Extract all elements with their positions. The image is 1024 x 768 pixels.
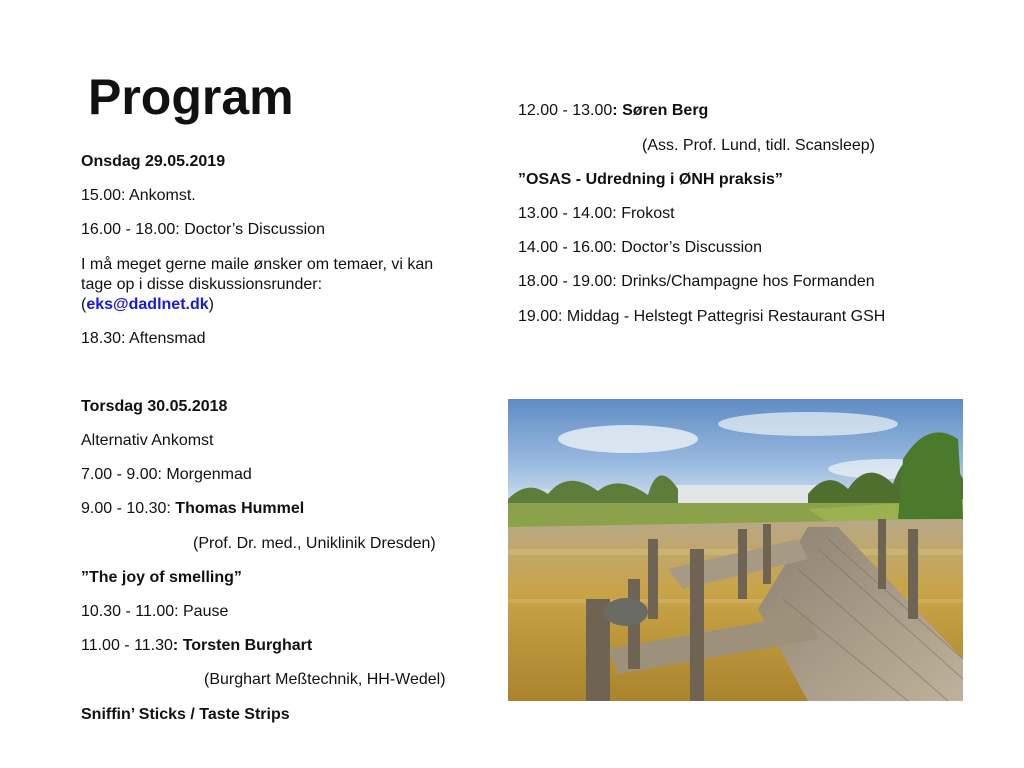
- talk2-time: 11.00 - 11.30: [81, 637, 173, 654]
- day2-breakfast: 7.00 - 9.00: Morgenmad: [81, 466, 252, 483]
- discussion: 14.00 - 16.00: Doctor’s Discussion: [518, 239, 762, 256]
- day2-talk2-affiliation: (Burghart Meßtechnik, HH-Wedel): [204, 671, 446, 688]
- day2-talk2-title: Sniffin’ Sticks / Taste Strips: [81, 706, 290, 723]
- lunch: 13.00 - 14.00: Frokost: [518, 205, 675, 222]
- day1-heading: Onsdag 29.05.2019: [81, 153, 226, 170]
- talk3-title: ”OSAS - Udredning i ØNH praksis”: [518, 171, 783, 188]
- talk1-time: 9.00 - 10.30:: [81, 500, 176, 517]
- day1-note-line2: tage op i disse diskussionsrunder:: [81, 276, 323, 293]
- day2-talk1-title: ”The joy of smelling”: [81, 569, 242, 586]
- day1-note-line1: I må meget gerne maile ønsker om temaer, vi kan: [81, 256, 434, 273]
- day2-alt-arrival: Alternativ Ankomst: [81, 432, 214, 449]
- day1-arrival: 15.00: Ankomst.: [81, 187, 196, 204]
- talk3-affiliation: (Ass. Prof. Lund, tidl. Scansleep): [642, 137, 875, 154]
- talk1-speaker: Thomas Hummel: [175, 500, 305, 517]
- drinks: 18.00 - 19.00: Drinks/Champagne hos Formanden: [518, 273, 875, 290]
- talk3-speaker: : Søren Berg: [612, 102, 709, 119]
- boardwalk-photo: [508, 399, 963, 701]
- day2-talk1: [81, 499, 304, 518]
- day2-pause: 10.30 - 11.00: Pause: [81, 603, 229, 620]
- day1-note-email-line: [81, 295, 214, 314]
- page-title: Program: [88, 69, 294, 125]
- day1-dinner: 18.30: Aftensmad: [81, 330, 206, 347]
- day2-talk1-affiliation: (Prof. Dr. med., Uniklinik Dresden): [193, 535, 436, 552]
- talk3-time: 12.00 - 13.00: [518, 102, 613, 119]
- talk2-speaker: : Torsten Burghart: [172, 637, 313, 654]
- email-open-paren: (: [81, 296, 87, 313]
- dinner: 19.00: Middag - Helstegt Pattegrisi Restaurant GSH: [518, 308, 886, 325]
- day2-talk2: [81, 636, 312, 655]
- day2-heading: Torsdag 30.05.2018: [81, 398, 228, 415]
- email-close-paren: ): [208, 296, 214, 313]
- talk3: [518, 101, 708, 120]
- day1-discussion: 16.00 - 18.00: Doctor’s Discussion: [81, 221, 325, 238]
- email-link[interactable]: eks@dadlnet.dk: [86, 296, 209, 313]
- boardwalk-over-wetland-photo: [508, 399, 963, 701]
